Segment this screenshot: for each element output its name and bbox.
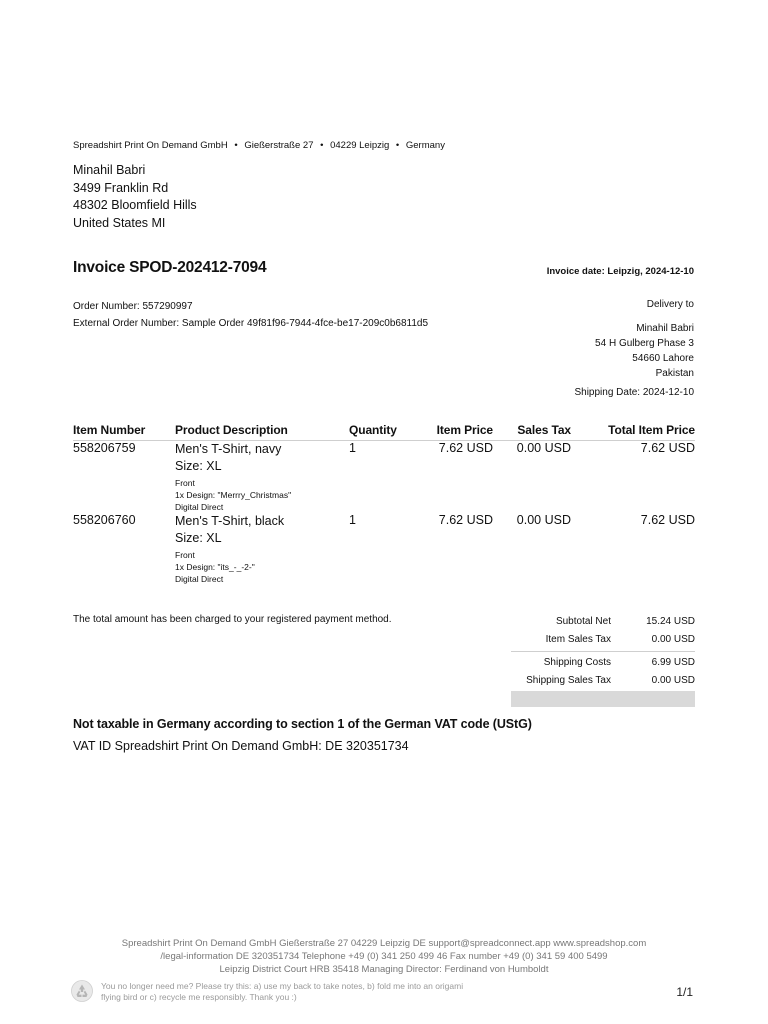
totals-block (511, 614, 695, 707)
totals-row (511, 632, 695, 650)
sender-street: Gießerstraße 27 (244, 140, 314, 151)
shipping-date: Shipping Date: 2024-12-10 (574, 387, 694, 398)
subtotal-net-value: 15.24 USD (646, 616, 695, 627)
header-sales-tax: Sales Tax (493, 422, 571, 441)
vat-id: VAT ID Spreadshirt Print On Demand GmbH: DE 320351734 (73, 739, 409, 753)
sender-city: 04229 Leipzig (330, 140, 390, 151)
table-row (73, 441, 695, 514)
footer-line: Leipzig District Court HRB 35418 Managing Director: Ferdinand von Humboldt (219, 964, 549, 975)
design-name: 1x Design: "Merrry_Christmas" (175, 489, 292, 500)
footer-line: /legal-information DE 320351734 Telephone +49 (0) 341 250 499 46 Fax number +49 (0) 341 59 400 5499 (160, 951, 608, 962)
recycle-icon (71, 980, 93, 1002)
print-method: Digital Direct (175, 501, 224, 512)
product-description (175, 441, 349, 514)
shipping-costs-value: 6.99 USD (651, 657, 695, 668)
header-product-description: Product Description (175, 422, 349, 441)
invoice-title: Invoice SPOD-202412-7094 (73, 259, 267, 276)
header-quantity: Quantity (349, 422, 421, 441)
product-size: Size: XL (175, 458, 222, 473)
table-row (73, 513, 695, 585)
total-item-price: 7.62 USD (640, 513, 695, 528)
total-bar (511, 691, 695, 707)
item-price: 7.62 USD (438, 441, 493, 455)
delivery-street: 54 H Gulberg Phase 3 (595, 338, 694, 349)
product-size: Size: XL (175, 530, 222, 545)
shipping-costs-label: Shipping Costs (543, 657, 611, 668)
subtotal-net-label: Subtotal Net (555, 616, 611, 627)
recycle-note-line: flying bird or c) recycle me responsibly. Thank you :) (101, 991, 297, 1002)
product-name: Men's T-Shirt, black (175, 514, 285, 529)
delivery-address (595, 321, 694, 381)
delivery-name: Minahil Babri (636, 323, 694, 334)
page-number: 1/1 (676, 985, 693, 999)
sender-company: Spreadshirt Print On Demand GmbH (73, 140, 228, 151)
footer (0, 937, 768, 976)
header-item-price: Item Price (421, 422, 493, 441)
total-item-price: 7.62 USD (640, 441, 695, 455)
items-table (73, 422, 695, 586)
totals-row (511, 655, 695, 673)
header-item-number: Item Number (73, 422, 175, 441)
totals-row (511, 614, 695, 632)
delivery-label: Delivery to (646, 299, 694, 310)
delivery-city: 54660 Lahore (632, 353, 694, 364)
delivery-country: Pakistan (655, 368, 694, 379)
recipient-country: United States MI (73, 215, 166, 230)
separator-dot: • (395, 140, 400, 151)
quantity: 1 (349, 441, 356, 455)
sender-country: Germany (405, 140, 445, 151)
product-description (175, 513, 349, 585)
print-position: Front (175, 550, 195, 561)
product-name: Men's T-Shirt, navy (175, 442, 282, 456)
invoice-date: Invoice date: Leipzig, 2024-12-10 (546, 266, 694, 277)
sender-address-line (73, 140, 445, 151)
tax-exemption-note: Not taxable in Germany according to section 1 of the German VAT code (UStG) (73, 717, 532, 731)
recycle-note (101, 981, 501, 1002)
totals-row (511, 673, 695, 691)
shipping-sales-tax-label: Shipping Sales Tax (526, 675, 611, 686)
design-name: 1x Design: "its_-_-2-" (175, 562, 255, 573)
table-header-row (73, 422, 695, 441)
separator-dot: • (320, 140, 324, 151)
sales-tax: 0.00 USD (516, 441, 571, 455)
footer-line: Spreadshirt Print On Demand GmbH Gießerstraße 27 04229 Leipzig DE support@spreadconnect.app www.spreadshop.com (121, 938, 647, 949)
shipping-sales-tax-value: 0.00 USD (651, 675, 695, 686)
recipient-name: Minahil Babri (73, 163, 146, 177)
recipient-street: 3499 Franklin Rd (73, 180, 169, 195)
quantity: 1 (349, 513, 356, 528)
item-number: 558206759 (73, 441, 136, 455)
order-number: Order Number: 557290997 (73, 301, 193, 312)
header-total-item-price: Total Item Price (571, 422, 695, 441)
recycle-note-line: You no longer need me? Please try this: a) use my back to take notes, b) fold me into an origami (101, 981, 464, 991)
payment-note: The total amount has been charged to your registered payment method. (73, 614, 392, 625)
order-info (73, 299, 428, 332)
recipient-city: 48302 Bloomfield Hills (73, 198, 197, 212)
external-order-number: External Order Number: Sample Order 49f81f96-7944-4fce-be17-209c0b6811d5 (73, 317, 429, 329)
print-position: Front (175, 478, 195, 488)
recipient-address (73, 162, 197, 232)
print-method: Digital Direct (175, 573, 224, 584)
item-price: 7.62 USD (438, 513, 493, 528)
item-number: 558206760 (73, 513, 136, 528)
item-sales-tax-value: 0.00 USD (651, 634, 695, 645)
separator-dot: • (234, 140, 238, 151)
sales-tax: 0.00 USD (516, 513, 571, 528)
item-sales-tax-label: Item Sales Tax (545, 634, 611, 645)
